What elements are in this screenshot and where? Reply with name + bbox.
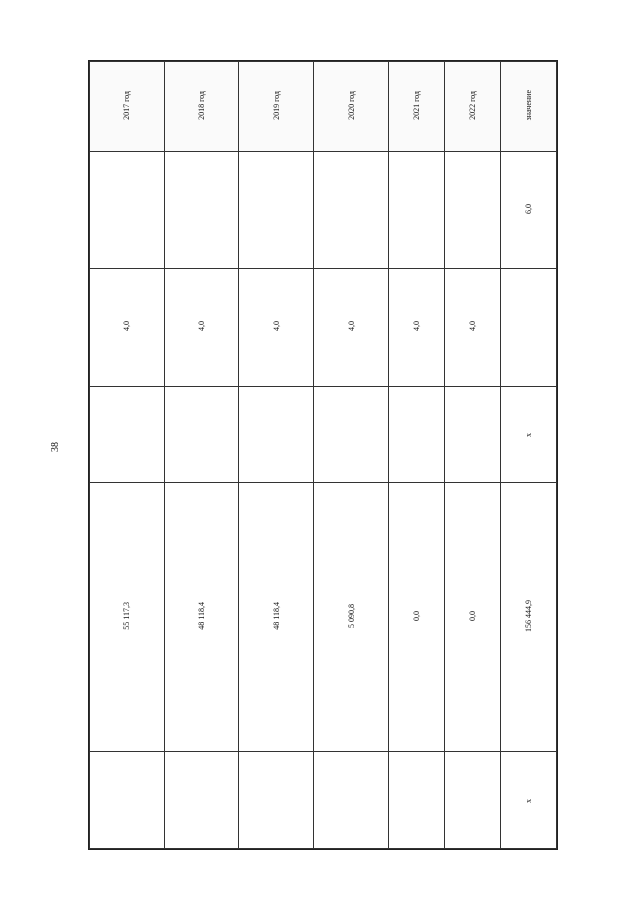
row-3-cell-2019 — [239, 386, 314, 483]
table-row — [90, 152, 557, 269]
row-5-cell-value: х — [500, 752, 556, 849]
row-2-cell-2022: 4,0 — [444, 269, 500, 386]
row-1-cell-2022 — [444, 152, 500, 269]
table-row — [90, 386, 557, 483]
value-header: значение — [500, 62, 556, 152]
row-1-cell-2021 — [388, 152, 444, 269]
row-4-cell-2021: 0,0 — [388, 483, 444, 752]
table-row — [90, 752, 557, 849]
row-5-cell-2021 — [388, 752, 444, 849]
row-4-cell-2017: 55 117,3 — [90, 483, 165, 752]
row-1-cell-2018 — [164, 152, 239, 269]
row-2-cell-2021: 4,0 — [388, 269, 444, 386]
row-3-cell-2021 — [388, 386, 444, 483]
table-row — [90, 269, 557, 386]
row-2-cell-2020: 4,0 — [314, 269, 389, 386]
year-header-2018: 2018 год — [164, 62, 239, 152]
row-5-cell-2022 — [444, 752, 500, 849]
row-1-cell-2019 — [239, 152, 314, 269]
row-5-cell-2018 — [164, 752, 239, 849]
row-2-cell-2018: 4,0 — [164, 269, 239, 386]
program-table-sheet — [88, 60, 558, 850]
year-header-2020: 2020 год — [314, 62, 389, 152]
row-3-cell-2020 — [314, 386, 389, 483]
table-header-row — [90, 62, 557, 152]
row-4-cell-2018: 48 118,4 — [164, 483, 239, 752]
row-5-cell-2019 — [239, 752, 314, 849]
row-3-cell-value: х — [500, 386, 556, 483]
row-4-cell-2019: 48 118,4 — [239, 483, 314, 752]
row-3-cell-2022 — [444, 386, 500, 483]
year-header-2017: 2017 год — [90, 62, 165, 152]
row-2-cell-2017: 4,0 — [90, 269, 165, 386]
row-4-cell-value: 156 444,9 — [500, 483, 556, 752]
year-header-2022: 2022 год — [444, 62, 500, 152]
row-5-cell-2020 — [314, 752, 389, 849]
year-header-2019: 2019 год — [239, 62, 314, 152]
row-1-cell-value: 6,0 — [500, 152, 556, 269]
row-4-cell-2020: 5 090,8 — [314, 483, 389, 752]
row-1-cell-2017 — [90, 152, 165, 269]
row-5-cell-2017 — [90, 752, 165, 849]
row-3-cell-2017 — [90, 386, 165, 483]
row-3-cell-2018 — [164, 386, 239, 483]
row-4-cell-2022: 0,0 — [444, 483, 500, 752]
program-indicators-table — [89, 61, 557, 849]
page-number: 38 — [50, 442, 61, 452]
row-2-cell-2019: 4,0 — [239, 269, 314, 386]
table-row — [90, 483, 557, 752]
row-2-cell-value — [500, 269, 556, 386]
row-1-cell-2020 — [314, 152, 389, 269]
year-header-2021: 2021 год — [388, 62, 444, 152]
